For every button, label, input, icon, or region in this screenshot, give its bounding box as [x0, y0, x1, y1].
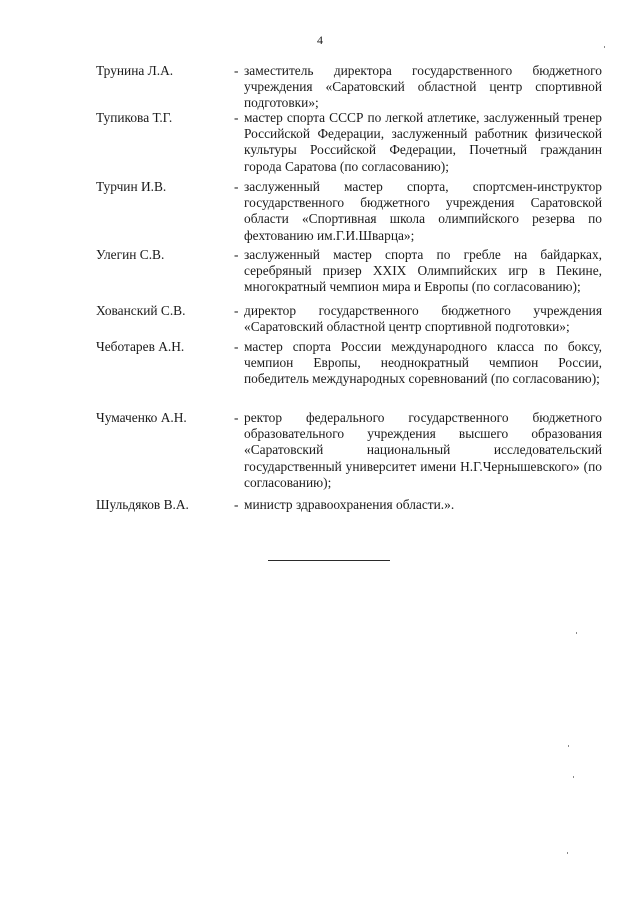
member-name: Турчин И.В. [96, 179, 167, 194]
member-name: Трунина Л.А. [96, 63, 174, 78]
member-description: мастер спорта СССР по легкой атлетике, заслуженный тренер Российской Федерации, заслуженный работник физической культуры Российской Федерации, Почетный гражданин города Саратова (по согласованию); [244, 110, 602, 174]
member-entry [96, 339, 602, 410]
scan-speck [576, 632, 577, 634]
member-entry [96, 303, 602, 339]
member-name: Чеботарев А.Н. [96, 339, 185, 354]
member-description: министр здравоохранения области.». [244, 497, 455, 512]
member-dash: - [234, 303, 239, 318]
member-name: Улегин С.В. [96, 247, 165, 262]
page-number: 4 [317, 33, 323, 47]
member-dash: - [234, 179, 239, 194]
member-name: Шульдяков В.А. [96, 497, 189, 512]
scan-speck [604, 46, 605, 48]
member-name: Тупикова Т.Г. [96, 110, 173, 125]
member-entry [96, 497, 602, 515]
member-entry [96, 110, 602, 179]
scan-speck [567, 852, 568, 854]
member-dash: - [234, 497, 239, 512]
scan-speck [568, 745, 569, 747]
member-dash: - [234, 410, 239, 425]
member-entry [96, 179, 602, 247]
scan-speck [573, 776, 574, 778]
member-description: заслуженный мастер спорта по гребле на байдарках, серебряный призер XXIX Олимпийских игр в Пекине, многократный чемпион мира и Европы (по согласованию); [244, 247, 602, 295]
member-dash: - [234, 63, 239, 78]
member-description: ректор федерального государственного бюджетного образовательного учреждения высшего образования «Саратовский национальный исследовательский государственный университет имени Н.Г.Чернышевского» (по согласованию); [244, 410, 602, 490]
member-description: мастер спорта России международного класса по боксу, чемпион Европы, неоднократный чемпион России, победитель международных соревнований (по согласованию); [244, 339, 602, 387]
member-list [96, 63, 602, 515]
member-entry [96, 247, 602, 303]
member-name: Хованский С.В. [96, 303, 186, 318]
member-entry [96, 63, 602, 110]
member-dash: - [234, 110, 239, 125]
member-description: заслуженный мастер спорта, спортсмен-инструктор государственного бюджетного учреждения Саратовской области «Спортивная школа олимпийского резерва по фехтованию им.Г.И.Шварца»; [244, 179, 602, 243]
member-name: Чумаченко А.Н. [96, 410, 187, 425]
member-dash: - [234, 247, 239, 262]
member-description: директор государственного бюджетного учреждения «Саратовский областной центр спортивной подготовки»; [244, 303, 602, 335]
member-entry [96, 410, 602, 497]
member-dash: - [234, 339, 239, 354]
member-description: заместитель директора государственного бюджетного учреждения «Саратовский областной центр спортивной подготовки»; [244, 63, 602, 111]
closing-rule [268, 560, 390, 561]
